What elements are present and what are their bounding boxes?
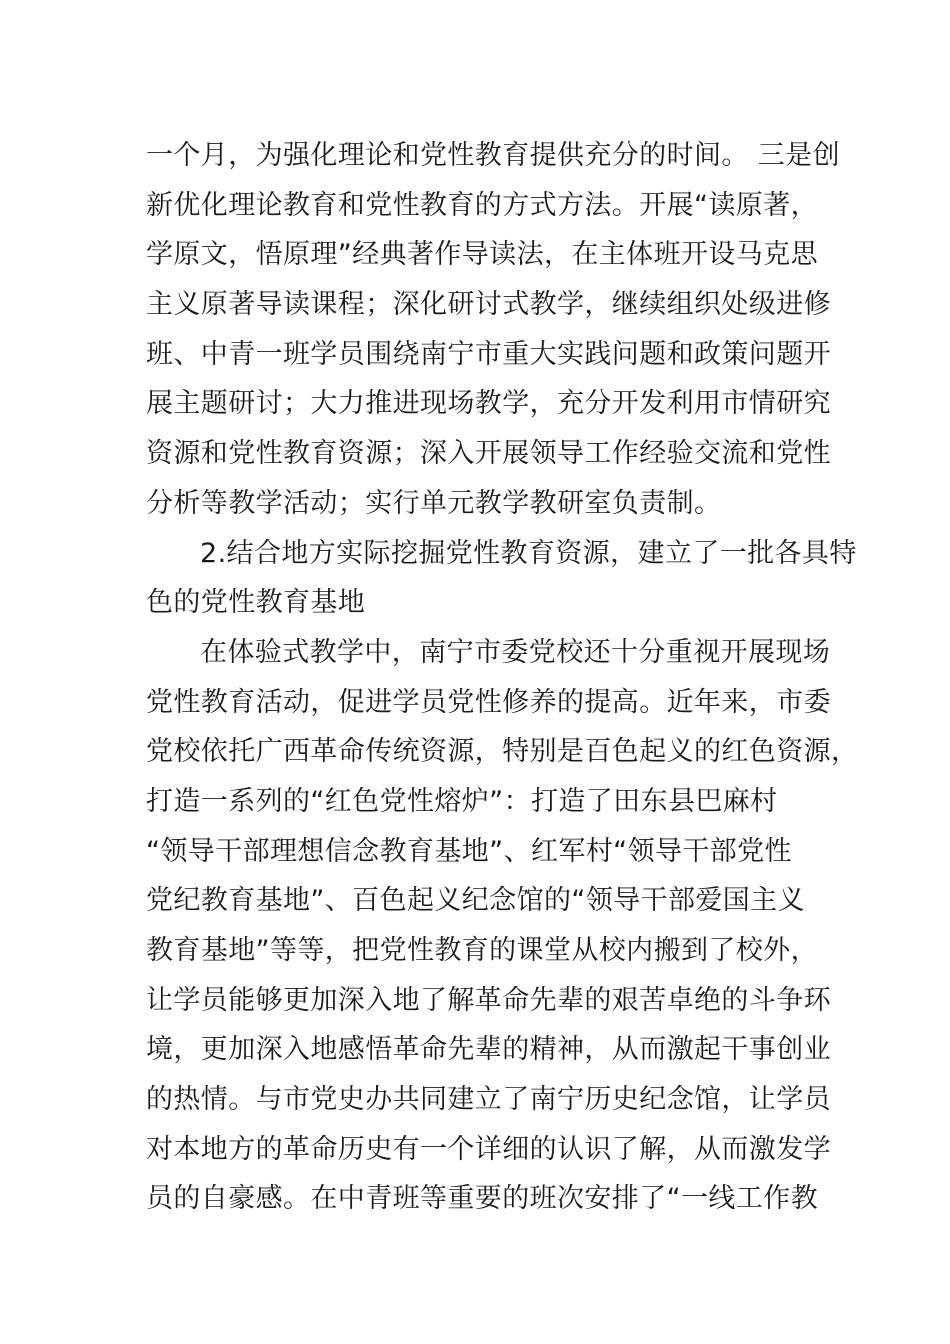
body-text (146, 131, 859, 1224)
text-line: 打造一系列的“红色党性熔炉”：打造了田东县巴麻村 (146, 785, 778, 817)
text-line: 主义原著导读课程；深化研讨式教学，继续组织处级进修 (146, 289, 831, 321)
text-line: 让学员能够更加深入地了解革命先辈的艰苦卓绝的斗争环 (146, 984, 831, 1016)
text-line: 学原文，悟原理”经典著作导读法，在主体班开设马克思 (146, 239, 818, 271)
text-line: 在体验式教学中，南宁市委党校还十分重视开展现场 (200, 636, 831, 668)
text-line: 新优化理论教育和党性教育的方式方法。开展“读原著， (146, 189, 818, 221)
text-line: “领导干部理想信念教育基地”、红军村“领导干部党性 (146, 835, 792, 867)
text-line: 分析等教学活动；实行单元教学教研室负责制。 (146, 487, 722, 519)
text-line: 员的自豪感。在中青班等重要的班次安排了“一线工作教 (146, 1183, 818, 1215)
text-line: 的热情。与市党史办共同建立了南宁历史纪念馆，让学员 (146, 1084, 831, 1116)
text-line: 一个月，为强化理论和党性教育提供充分的时间。 三是创 (146, 140, 840, 171)
text-line: 党性教育活动，促进学员党性修养的提高。近年来，市委 (146, 686, 831, 718)
text-line: 展主题研讨；大力推进现场教学，充分开发利用市情研究 (146, 388, 831, 420)
text-line: 党纪教育基地”、百色起义纪念馆的“领导干部爱国主义 (146, 885, 805, 917)
text-line: 党校依托广西革命传统资源，特别是百色起义的红色资源， (146, 736, 859, 768)
section-heading-line: 2.结合地方实际挖掘党性教育资源，建立了一批各具特 (200, 537, 857, 569)
text-line: 资源和党性教育资源；深入开展领导工作经验交流和党性 (146, 438, 831, 470)
text-line: 境，更加深入地感悟革命先辈的精神，从而激起干事创业 (146, 1034, 831, 1066)
section-heading-line: 色的党性教育基地 (146, 587, 366, 619)
text-line: 对本地方的革命历史有一个详细的认识了解，从而激发学 (146, 1133, 831, 1165)
text-line: 班、中青一班学员围绕南宁市重大实践问题和政策问题开 (146, 338, 831, 370)
text-line: 教育基地”等等，把党性教育的课堂从校内搬到了校外， (146, 935, 818, 966)
